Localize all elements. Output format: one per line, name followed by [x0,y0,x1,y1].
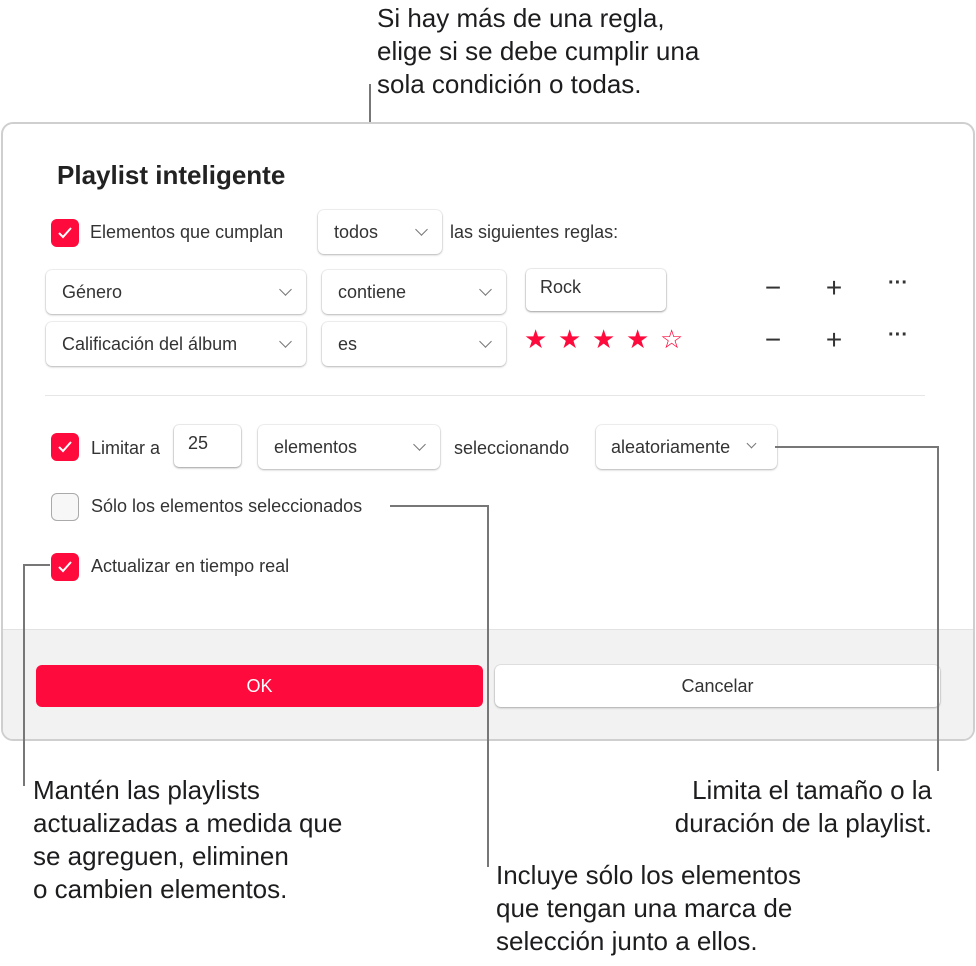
annotation-line: se agreguen, eliminen [33,841,289,871]
live-update-checkbox[interactable] [51,553,79,581]
limit-label: Limitar a [91,438,161,458]
star-empty-icon[interactable]: ☆ [660,324,684,354]
chevron-down-icon [747,439,757,449]
limit-checkbox[interactable] [51,433,79,461]
annotation-line: sola condición o todas. [377,69,642,99]
chevron-down-icon [413,438,426,451]
chevron-down-icon [279,283,292,296]
star-filled-icon[interactable]: ★ [626,324,650,354]
star-filled-icon[interactable]: ★ [592,324,616,354]
limit-input[interactable]: 25 [174,425,241,467]
rule2-field-popup[interactable] [46,322,306,366]
annotation-line: Incluye sólo los elementos [496,860,801,890]
match-suffix: las siguientes reglas: [450,222,619,242]
annotation-line: Si hay más de una regla, [377,3,665,33]
rule1-operator-popup[interactable] [322,270,506,314]
dialog-title: Playlist inteligente [57,160,286,190]
add-rule-button[interactable]: + [825,324,843,355]
rule1-value-input[interactable]: Rock [526,269,666,311]
annotation-line: selección junto a ellos. [496,926,758,956]
selecting-value: aleatoriamente [611,436,731,457]
chevron-down-icon [479,335,492,348]
more-button[interactable]: ··· [888,272,908,294]
more-button[interactable]: ··· [888,324,908,346]
checkmark-icon [57,226,73,240]
only-selected-label: Sólo los elementos seleccionados [91,496,363,516]
rule-field: Género [62,281,123,302]
rule-operator: es [338,333,358,354]
match-popup[interactable] [318,210,442,254]
annotation-line: que tengan una marca de [496,893,793,923]
chevron-down-icon [279,335,292,348]
annotation-limit [675,774,932,840]
annotation-line: duración de la playlist. [674,808,932,838]
cancel-button[interactable]: Cancelar [495,665,940,707]
checkmark-icon [57,440,73,454]
selecting-label: seleccionando [454,438,570,458]
annotation-match [377,2,699,101]
annotation-line: o cambien elementos. [33,874,288,904]
annotation-line: actualizadas a medida que [33,808,343,838]
ok-button[interactable]: OK [36,665,483,707]
star-filled-icon[interactable]: ★ [558,324,582,354]
annotation-only-selected [496,859,801,958]
callout-line [23,564,25,786]
callout-line [487,505,489,867]
remove-rule-button[interactable]: − [764,324,782,355]
annotation-line: elige si se debe cumplir una [377,36,700,66]
live-update-label: Actualizar en tiempo real [91,556,290,576]
rule2-operator-popup[interactable] [322,322,506,366]
match-checkbox[interactable] [51,219,79,247]
rule1-field-popup[interactable] [46,270,306,314]
remove-rule-button[interactable]: − [764,272,782,303]
checkmark-icon [57,560,73,574]
annotation-line: Mantén las playlists [33,775,260,805]
chevron-down-icon [479,283,492,296]
match-value: todos [334,221,379,242]
match-label: Elementos que cumplan [90,222,284,242]
callout-line [937,446,939,771]
only-selected-checkbox[interactable] [51,493,79,521]
add-rule-button[interactable]: + [825,272,843,303]
star-filled-icon[interactable]: ★ [524,324,548,354]
callout-line [390,505,489,507]
annotation-line: Limita el tamaño o la [692,775,932,805]
callout-line [775,446,939,448]
callout-line [23,564,50,566]
limit-unit-popup[interactable] [258,425,440,469]
rule-field: Calificación del álbum [62,333,238,354]
selecting-popup[interactable] [596,425,777,469]
annotation-live-update [33,774,342,906]
limit-unit: elementos [274,436,358,457]
rule-operator: contiene [338,281,407,302]
chevron-down-icon [415,223,428,236]
separator [45,395,925,396]
